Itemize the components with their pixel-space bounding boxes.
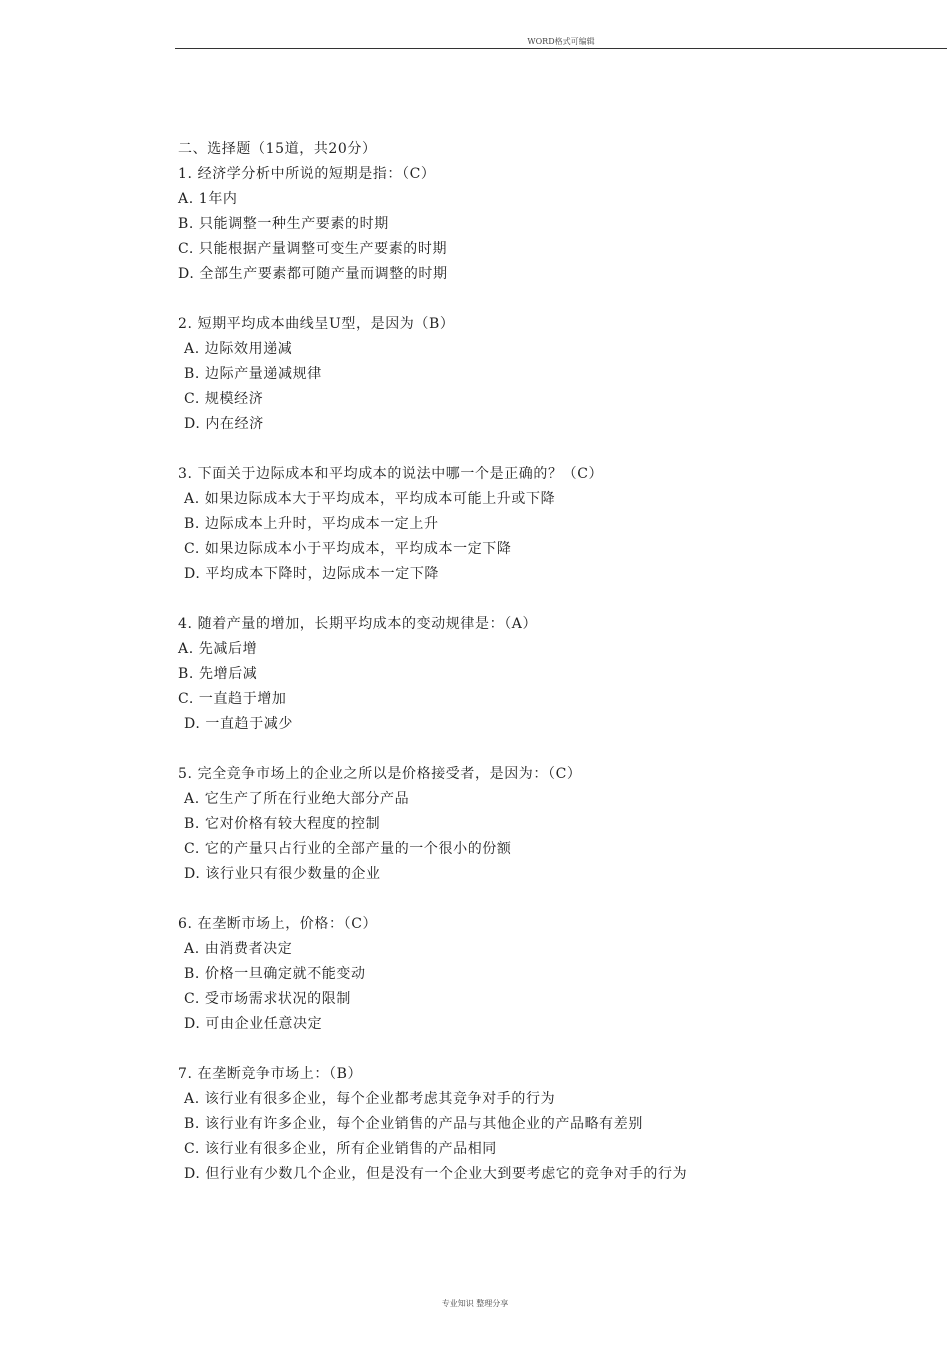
question-2 [178, 312, 878, 437]
option-b: B. 价格一旦确定就不能变动 [184, 966, 366, 982]
question-stem: 6. 在垄断市场上，价格：（C） [178, 916, 378, 932]
option-c: C. 该行业有很多企业，所有企业销售的产品相同 [184, 1141, 497, 1157]
option-a: A. 由消费者决定 [184, 941, 293, 957]
option-d: D. 该行业只有很少数量的企业 [184, 866, 381, 882]
option-c: C. 受市场需求状况的限制 [184, 991, 351, 1007]
option-a: A. 如果边际成本大于平均成本，平均成本可能上升或下降 [184, 491, 556, 507]
question-stem: 7. 在垄断竞争市场上：（B） [178, 1066, 363, 1082]
option-b: B. 边际成本上升时，平均成本一定上升 [184, 516, 439, 532]
question-stem: 2. 短期平均成本曲线呈U型，是因为（B） [178, 316, 455, 332]
option-d: D. 可由企业任意决定 [184, 1016, 323, 1032]
option-a: A. 它生产了所在行业绝大部分产品 [184, 791, 410, 807]
question-1 [178, 162, 878, 287]
option-b: B. 该行业有许多企业，每个企业销售的产品与其他企业的产品略有差别 [184, 1116, 643, 1132]
option-c: C. 只能根据产量调整可变生产要素的时期 [178, 241, 448, 257]
option-d: D. 内在经济 [184, 416, 264, 432]
question-5 [178, 762, 878, 887]
option-b: B. 它对价格有较大程度的控制 [184, 816, 381, 832]
question-6 [178, 912, 878, 1037]
section-title: 二、选择题（15道，共20分） [178, 141, 377, 157]
question-stem: 5. 完全竞争市场上的企业之所以是价格接受者，是因为：（C） [178, 766, 582, 782]
option-c: C. 一直趋于增加 [178, 691, 287, 707]
question-stem: 1. 经济学分析中所说的短期是指：（C） [178, 166, 436, 182]
page-footer: 专业知识 整理分享 [441, 1299, 509, 1308]
option-d: D. 一直趋于减少 [184, 716, 294, 732]
option-d: D. 平均成本下降时，边际成本一定下降 [184, 566, 440, 582]
question-stem: 3. 下面关于边际成本和平均成本的说法中哪一个是正确的？（C） [178, 466, 604, 482]
option-a: A. 先减后增 [178, 641, 258, 657]
question-stem: 4. 随着产量的增加，长期平均成本的变动规律是：（A） [178, 616, 538, 632]
option-a: A. 1年内 [178, 191, 238, 207]
option-a: A. 该行业有很多企业，每个企业都考虑其竞争对手的行为 [184, 1091, 556, 1107]
question-7 [178, 1062, 878, 1187]
document-body [178, 137, 878, 1212]
option-d: D. 但行业有少数几个企业，但是没有一个企业大到要考虑它的竞争对手的行为 [184, 1166, 688, 1182]
page-header [175, 38, 947, 49]
option-d: D. 全部生产要素都可随产量而调整的时期 [178, 266, 448, 282]
question-4 [178, 612, 878, 737]
option-c: C. 它的产量只占行业的全部产量的一个很小的份额 [184, 841, 512, 857]
option-b: B. 先增后减 [178, 666, 258, 682]
option-c: C. 如果边际成本小于平均成本，平均成本一定下降 [184, 541, 512, 557]
header-text: WORD格式可编辑 [527, 37, 595, 46]
question-3 [178, 462, 878, 587]
option-b: B. 只能调整一种生产要素的时期 [178, 216, 389, 232]
option-c: C. 规模经济 [184, 391, 264, 407]
option-b: B. 边际产量递减规律 [184, 366, 322, 382]
option-a: A. 边际效用递减 [184, 341, 293, 357]
